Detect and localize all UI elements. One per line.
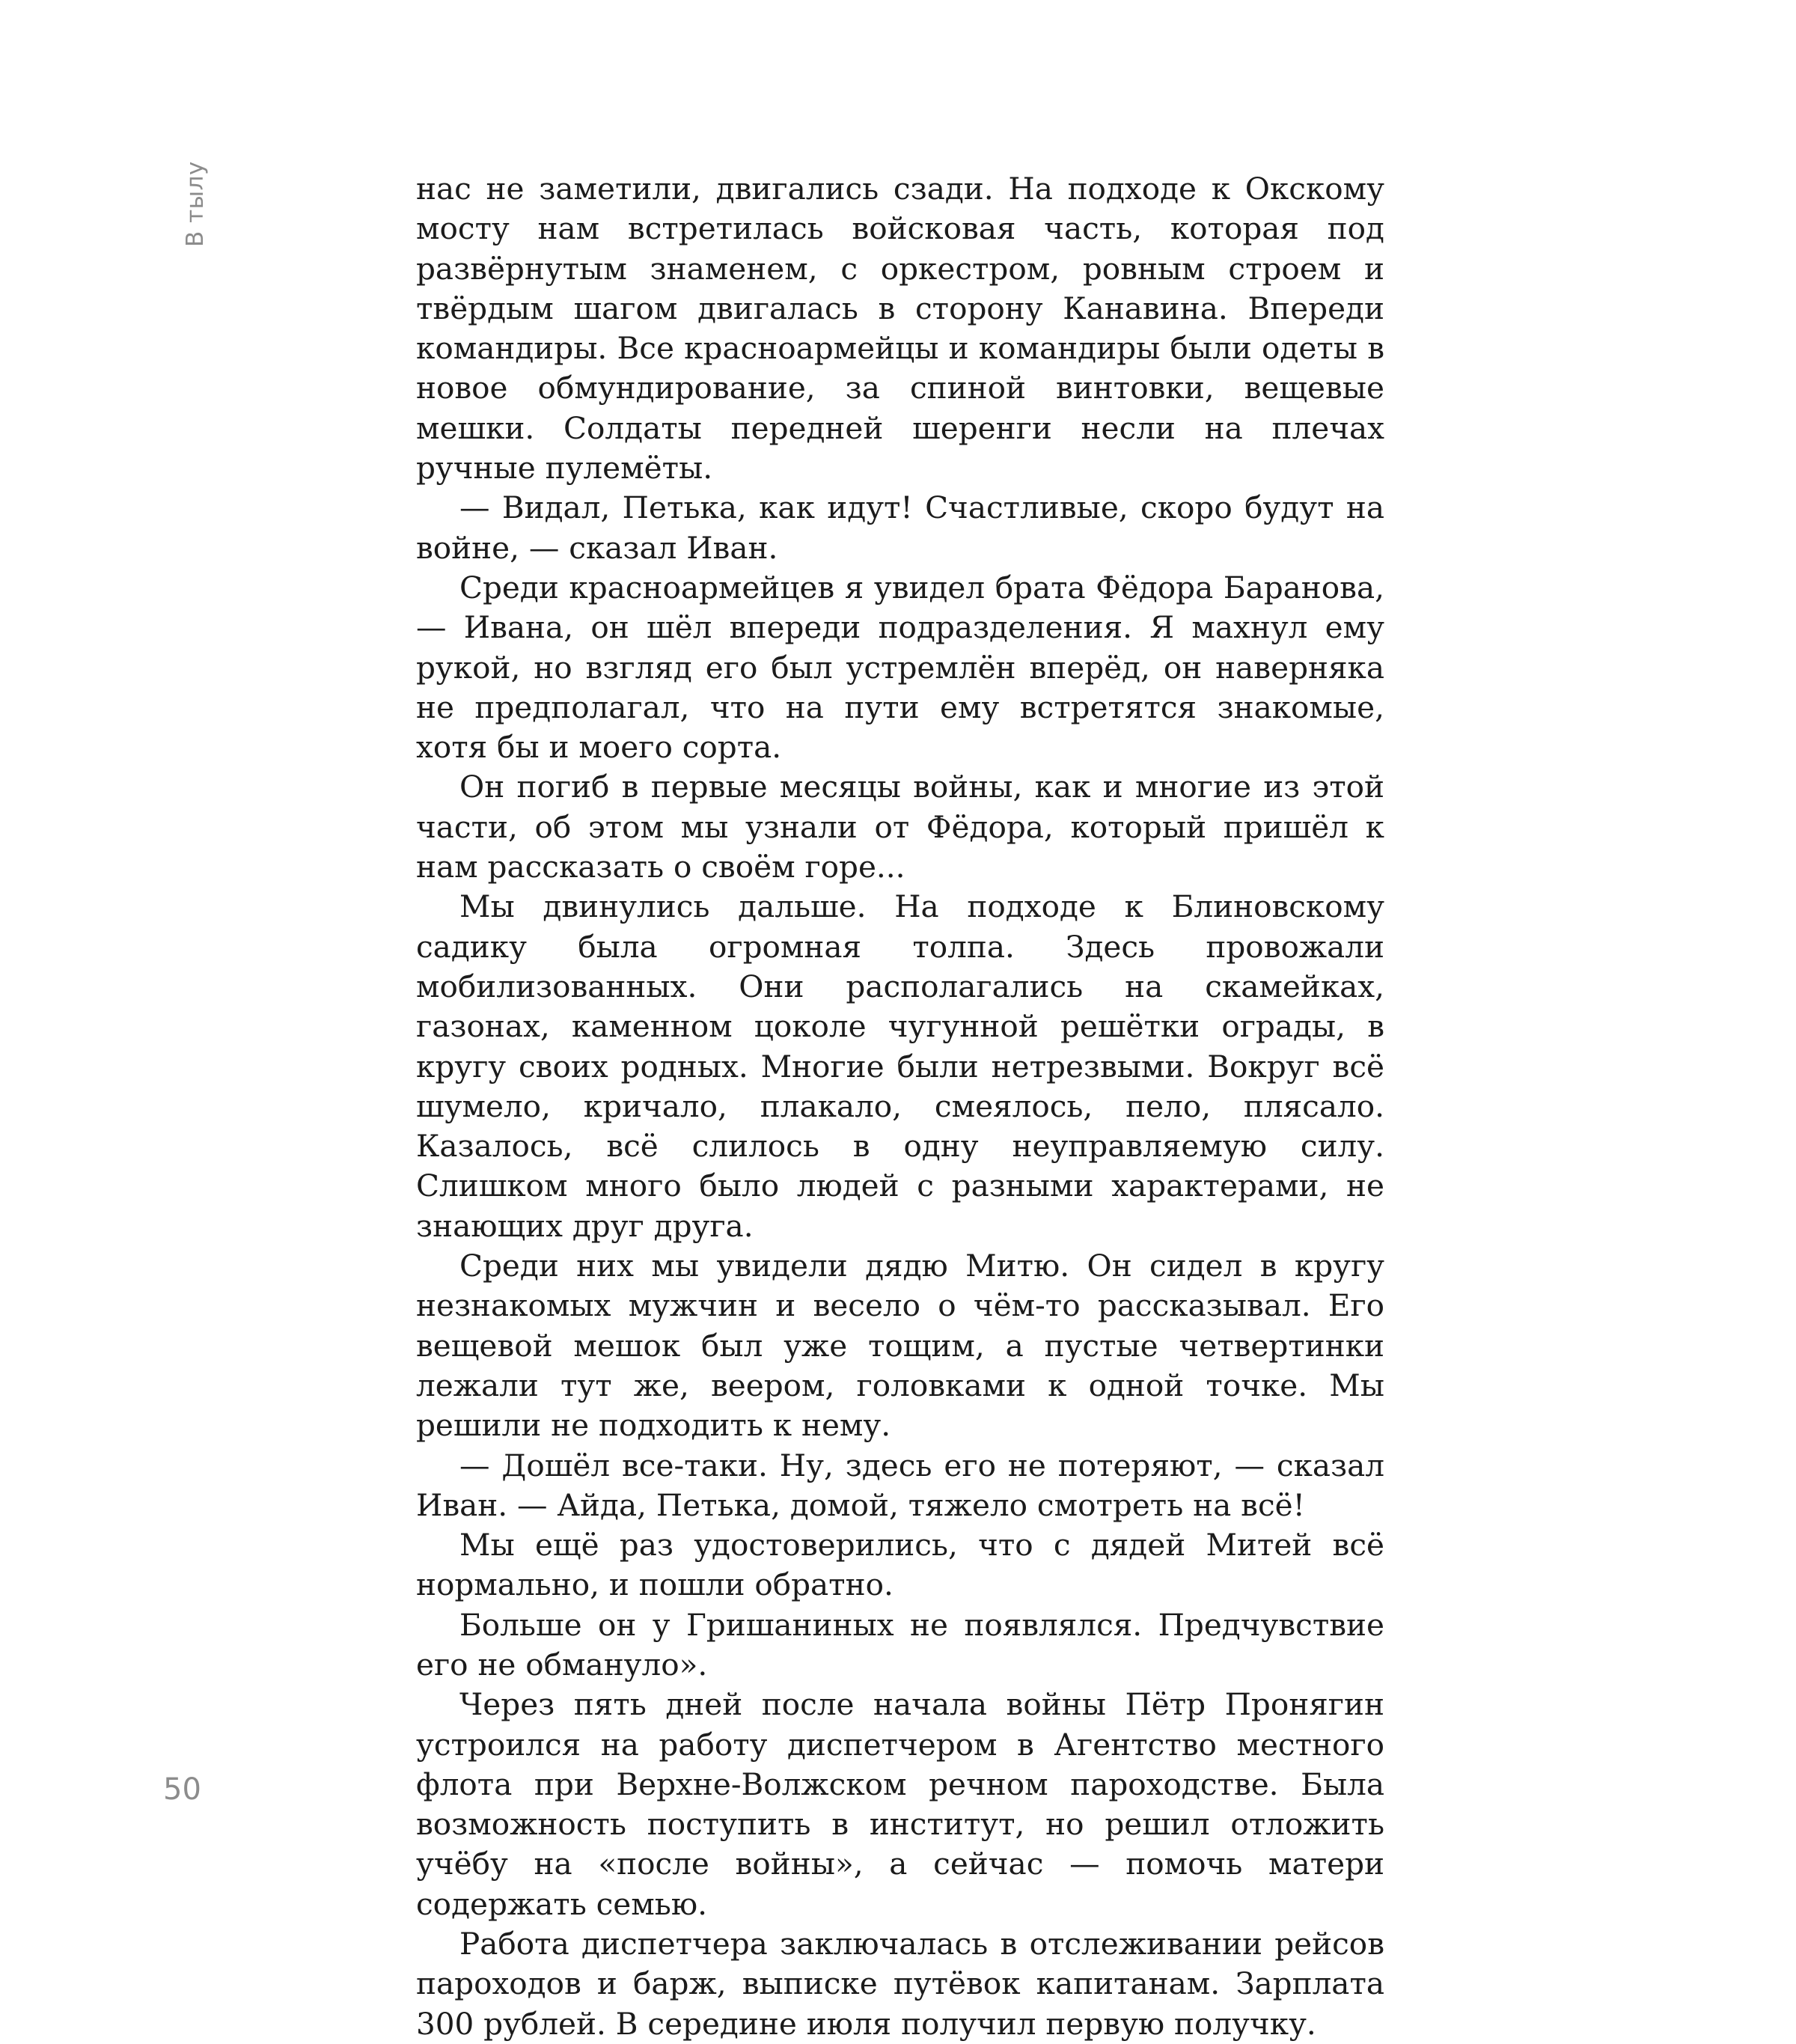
- paragraph: Работа диспетчера заключалась в отслеживании рейсов пароходов и барж, выписке путёвок капитанам. Зарплата 300 рублей. В середине июля получил первую получку.: [416, 1926, 1384, 2042]
- running-head: В тылу: [182, 161, 209, 247]
- paragraph: нас не заметили, двигались сзади. На подходе к Окскому мосту нам встретилась войсковая часть, которая под развёрнутым знаменем, с оркестром, ровным строем и твёрдым шагом двигалась в сторону Канавина. Впереди командиры. Все красноармейцы и командиры были одеты в новое обмундирование, за спиной винтовки, вещевые мешки. Солдаты передней шеренги несли на плечах ручные пулемёты.: [416, 171, 1384, 486]
- paragraph: Через пять дней после начала войны Пётр Пронягин устроился на работу диспетчером в Агентство местного флота при Верхне-Волжском речном пароходстве. Была возможность поступить в институт, но решил отложить учёбу на «после войны», а сейчас — помочь матери содержать семью.: [416, 1686, 1384, 1922]
- paragraph: Среди них мы увидели дядю Митю. Он сидел в кругу незнакомых мужчин и весело о чём-то рассказывал. Его вещевой мешок был уже тощим, а пустые четвертинки лежали тут же, веером, головками к одной точке. Мы решили не подходить к нему.: [416, 1248, 1384, 1444]
- paragraph: Он погиб в первые месяцы войны, как и многие из этой части, об этом мы узнали от Фёдора, который пришёл к нам рассказать о своём горе...: [416, 769, 1384, 885]
- paragraph: Среди красноармейцев я увидел брата Фёдора Баранова, — Ивана, он шёл впереди подразделения. Я махнул ему рукой, но взгляд его был устремлён вперёд, он наверняка не предполагал, что на пути ему встретятся знакомые, хотя бы и моего сорта.: [416, 569, 1384, 766]
- body-text: [416, 169, 1384, 2044]
- paragraph: Больше он у Гришаниных не появлялся. Предчувствие его не обмануло».: [416, 1606, 1384, 1683]
- paragraph: Мы двинулись дальше. На подходе к Блиновскому садику была огромная толпа. Здесь провожали мобилизованных. Они располагались на скамейках, газонах, каменном цоколе чугунной решётки ограды, в кругу своих родных. Многие были нетрезвыми. Вокруг всё шумело, кричало, плакало, смеялось, пело, плясало. Казалось, всё слилось в одну неуправляемую силу. Слишком много было людей с разными характерами, не знающих друг друга.: [416, 888, 1384, 1244]
- paragraph: — Видал, Петька, как идут! Счастливые, скоро будут на войне, — сказал Иван.: [416, 489, 1384, 566]
- page-number: 50: [163, 1772, 201, 1807]
- paragraph: Мы ещё раз удостоверились, что с дядей Митей всё нормально, и пошли обратно.: [416, 1527, 1384, 1603]
- paragraph: — Дошёл все-таки. Ну, здесь его не потеряют, — сказал Иван. — Айда, Петька, домой, тяжело смотреть на всё!: [416, 1447, 1384, 1523]
